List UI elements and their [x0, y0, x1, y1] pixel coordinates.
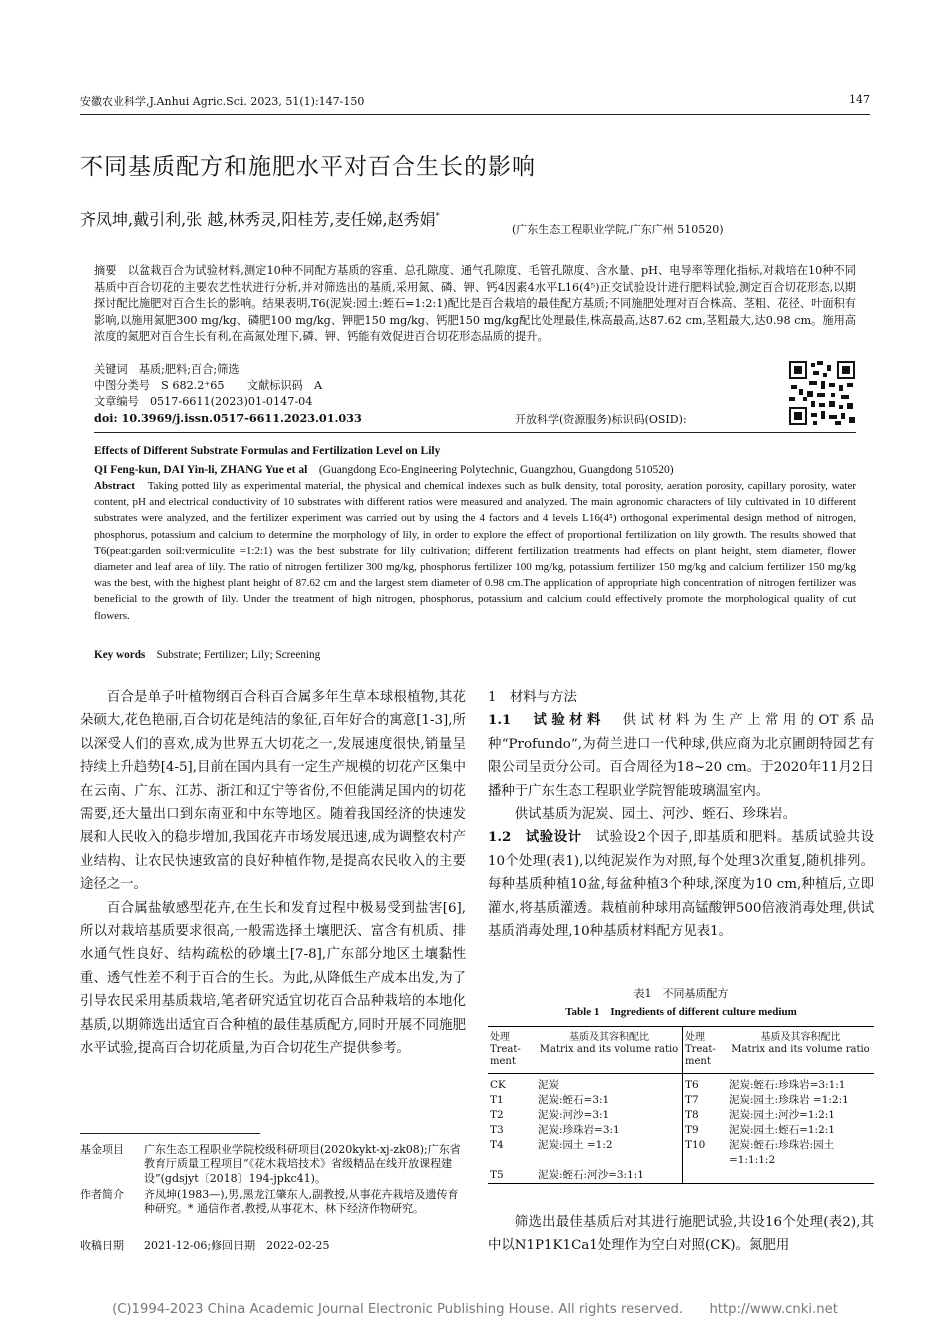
intro-paragraph-2: 百合属盐敏感型花卉,在生长和发育过程中极易受到盐害[6],所以对栽培基质要求很高,一般需选择土壤肥沃、富含有机质、排水通气性良好、结构疏松的砂壤土[7-8],广东部分地区土壤黏性重、透气性差不利于百合的生长。为此,从降低生产成本出发,为了引导农民采用基质栽培,笔者研究适宜切花百合品种栽培的本地化基质,以期筛选出适宜百合种植的最佳基质配方,同时开展不同施肥水平试验,提高百合切花质量,为百合切花生产提供参考。	[80, 900, 466, 1057]
table-row: CK 泥炭 T6 泥炭:蛭石:珍珠岩=3:1:1	[490, 1078, 846, 1091]
right-column	[488, 686, 874, 943]
right-column-continued	[488, 1211, 874, 1258]
classification-code: 中图分类号 S 682.2⁺65 文献标识码 A	[94, 379, 323, 392]
table-row: T4 泥炭:园土 =1:2 T10 泥炭:蛭石:珍珠岩:园土=1:1:1:2	[490, 1138, 835, 1166]
intro-paragraph-1: 百合是单子叶植物纲百合科百合属多年生草本球根植物,其花朵硕大,花色艳丽,百合切花是纯洁的象征,百年好合的寓意[1-3],所以深受人们的喜欢,成为世界五大切花之一,发展速度很快,销量呈持续上升趋势[4-5],目前在国内具有一定生产规模的切花产区集中在云南、广东、江苏、浙江和辽宁等省份,不但能满足国内的切花需要,还大量出口到东南亚和中东等地区。随着我国经济的快速发展和人民收入的稳步增加,我国花卉市场发展迅速,成为调整农村产业结构、让农民快速致富的良好种植作物,是提高农民收入的主要途径之一。	[80, 690, 466, 893]
col-treatment-2: 处理 Treat-ment	[683, 1027, 728, 1074]
section-1-1: 1.1 试验材料 供试材料为生产上常用的OT系品种“Profundo”,为荷兰进口一代种球,供应商为北京圃朗特园艺有限公司呈贡分公司。百合周径为18~20 cm。于2020年11月2日播种于广东生态工程职业学院智能玻璃温室内。	[488, 712, 874, 799]
col-matrix-2: 基质及其容积配比 Matrix and its volume ratio	[731, 1032, 870, 1055]
abstract-text: 以盆栽百合为试验材料,测定10种不同配方基质的容重、总孔隙度、通气孔隙度、毛管孔隙度、含水量、pH、电导率等理化指标,对栽培在10种不同基质中百合切花的主要农艺性状进行分析,并对筛选出的基质,采用氮、磷、钾、钙4因素4水平L16(4⁵)正交试验设计进行肥料试验,测定百合切花形态,以期探讨配比施肥对百合生长的影响。结果表明,T6(泥炭:园土:蛭石=1:2:1)配比是百合栽培的最佳配方基质;不同施肥处理对百合株高、茎粗、花径、叶面积有影响,以施用氮肥300 mg/kg、磷肥100 mg/kg、钾肥150 mg/kg、钙肥150 mg/kg配比处理最佳,株高最高,达87.62 cm,茎粗最大,达0.98 cm。施用高浓度的氮肥对百合生长有利,在高氮处理下,磷、钾、钙能有效促进百合切花形态品质的提升。	[94, 264, 856, 343]
english-authors: QI Feng-kun, DAI Yin-li, ZHANG Yue et al (Guangdong Eco-Engineering Polytechnic, Guangzhou, Guangdong 510520)	[94, 464, 674, 476]
header-rule	[80, 114, 870, 115]
corresponding-mark: *	[435, 211, 440, 221]
author-list: 齐凤坤,戴引利,张 越,林秀灵,阳桂芳,麦任娣,赵秀娟*	[80, 210, 440, 229]
table-row: T2 泥炭:河沙=3:1 T8 泥炭:园土:河沙=1:2:1	[490, 1108, 835, 1121]
abstract-separator	[94, 432, 856, 433]
keywords-cn: 关键词 基质;肥料;百合;筛选	[94, 363, 240, 376]
section-heading-1: 1 材料与方法	[488, 690, 577, 705]
left-column	[80, 686, 466, 1061]
footnote-funding: 基金项目 广东生态工程职业学院校级科研项目(2020kykt-xj-zk08);广东省教育厅质量工程项目“《花木栽培技术》省级精品在线开放课程建设”(gdsjyt〔2018〕194-jpkc41)。	[80, 1143, 461, 1185]
running-header	[80, 93, 870, 109]
col-matrix: 基质及其容积配比 Matrix and its volume ratio	[539, 1032, 679, 1055]
footnote-author-bio: 作者简介 齐凤坤(1983—),男,黑龙江肇东人,副教授,从事花卉栽培及遗传育种研究。* 通信作者,教授,从事花木、林下经济作物研究。	[80, 1188, 459, 1216]
page-title: 不同基质配方和施肥水平对百合生长的影响	[80, 154, 536, 180]
table-caption-cn: 表1 不同基质配方	[633, 987, 729, 1000]
page-number: 147	[849, 93, 870, 106]
abstract-label: 摘要	[94, 264, 117, 277]
copyright-footer: (C)1994-2023 China Academic Journal Electronic Publishing House. All rights reserved. http://www.cnki.net	[112, 1302, 838, 1317]
table-caption-en: Table 1 Ingredients of different culture medium	[565, 1006, 797, 1018]
fertilizer-paragraph: 筛选出最佳基质后对其进行施肥试验,共设16个处理(表2),其中以N1P1K1Ca1处理作为空白对照(CK)。氮肥用	[488, 1215, 874, 1254]
affiliation: (广东生态工程职业学院,广东广州 510520)	[512, 223, 724, 236]
article-number: 文章编号 0517-6611(2023)01-0147-04	[94, 395, 313, 408]
qr-code-icon	[789, 361, 855, 425]
table-row: T5 泥炭:蛭石:河沙=3:1:1	[488, 1168, 874, 1184]
doi: doi: 10.3969/j.issn.0517-6611.2023.01.033	[94, 411, 362, 425]
osid-label: 开放科学(资源服务)标识码(OSID):	[515, 413, 687, 426]
substrate-paragraph: 供试基质为泥炭、园土、河沙、蛭石、珍珠岩。	[514, 807, 796, 823]
col-treatment: 处理 Treat-ment	[490, 1032, 521, 1067]
english-keywords: Key words Substrate; Fertilizer; Lily; Screening	[94, 649, 321, 661]
section-1-2: 1.2 试验设计 试验设2个因子,即基质和肥料。基质试验共设10个处理(表1),以纯泥炭作为对照,每个处理3次重复,随机排列。每种基质种植10盆,每盆种植3个种球,深度为10 cm,种植后,立即灌水,将基质灌透。栽植前种球用高锰酸钾500倍液消毒处理,供试基质消毒处理,10种基质材料配方见表1。	[488, 829, 875, 940]
footnote-rule	[80, 1133, 260, 1134]
journal-citation: 安徽农业科学,J.Anhui Agric.Sci. 2023, 51(1):147-150	[80, 95, 365, 108]
table-row: T1 泥炭:蛭石=3:1 T7 泥炭:园土:珍珠岩 =1:2:1	[490, 1093, 849, 1106]
footnote-dates: 收稿日期 2021-12-06;修回日期 2022-02-25	[80, 1239, 330, 1252]
table-row: T3 泥炭:珍珠岩=3:1 T9 泥炭:园土:蛭石=1:2:1	[490, 1123, 835, 1136]
english-title: Effects of Different Substrate Formulas and Fertilization Level on Lily	[94, 445, 441, 457]
substrate-table	[488, 1026, 874, 1184]
english-abstract: Abstract Taking potted lily as experimental material, the physical and chemical indexes such as bulk density, total porosity, aeration porosity, capillary porosity, water content, pH and electrical conductivity of 10 substrates with different ratios were measured and analyzed. The main agronomic characters of lily cultivated in 10 different substrates were analyzed, and the fertilizer experiment was carried out by using the 4 factors and 4 levels L16(4⁵) orthogonal experimental design method of nitrogen, phosphorus, potassium and calcium to determine the morphology of lily, in order to explore the effect of proportional fertilization on lily growth. The results showed that T6(peat:garden soil:vermiculite =1:2:1) was the best substrate for lily cultivation; different fertilization treatments had effects on plant height, stem diameter, flower diameter and leaf area of lily. The ratio of nitrogen fertilizer 300 mg/kg, phosphorus fertilizer 100 mg/kg, potassium fertilizer 150 mg/kg and calcium fertilizer 150 mg/kg was the best, with the highest plant height of 87.62 cm and the largest stem diameter of 0.98 cm.The application of appropriate high concentration of nitrogen fertilizer was beneficial to the growth of lily. Under the treatment of high nitrogen, phosphorus, potassium and calcium could effectively promote the morphological quality of cut flowers.	[94, 480, 856, 622]
abstract-cn	[94, 263, 856, 346]
